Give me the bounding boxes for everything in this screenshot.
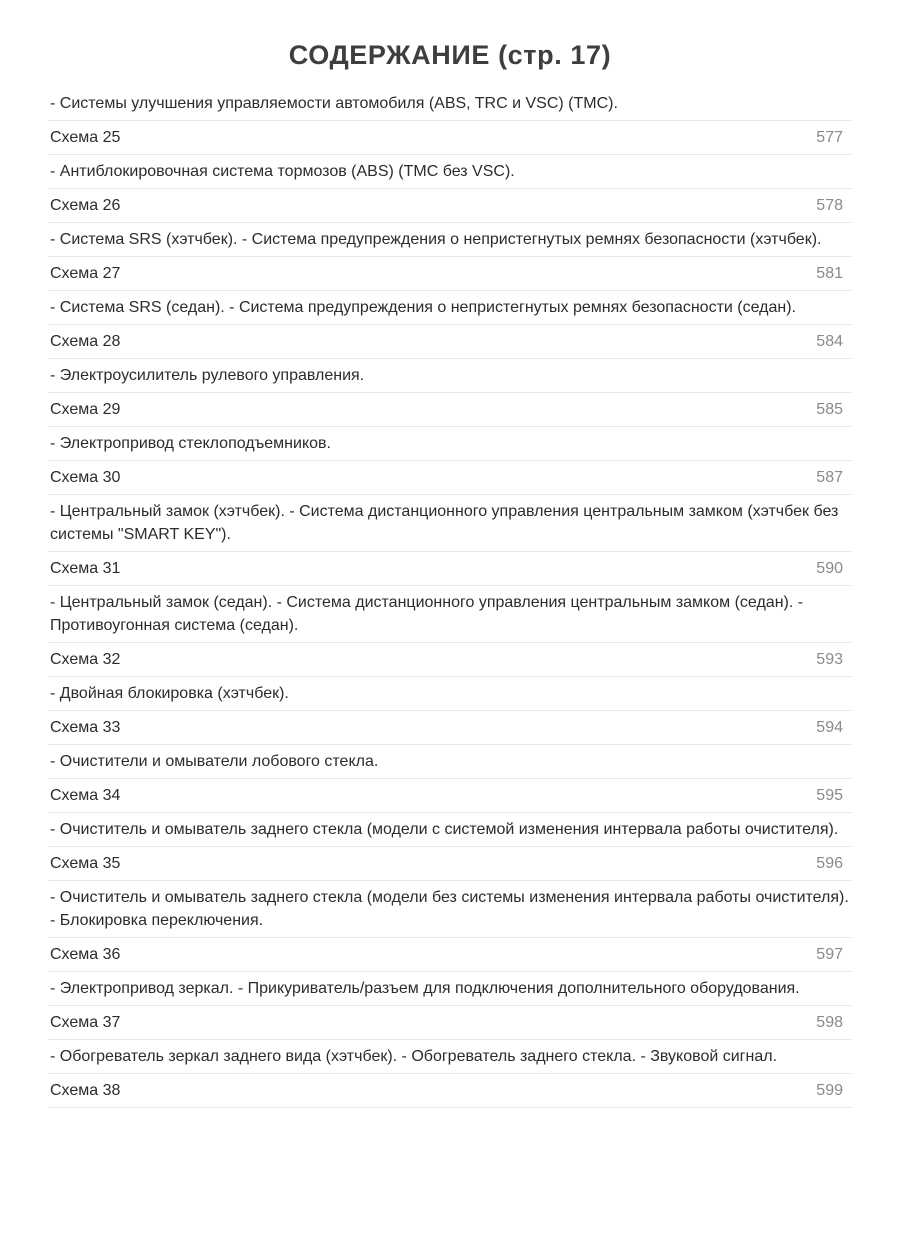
- toc-entry-label: Схема 25: [50, 129, 121, 146]
- toc-entry-row[interactable]: [48, 846, 852, 881]
- toc-entry-description: - Электропривод стеклоподъемников.: [50, 435, 331, 452]
- toc-entry-description: - Очиститель и омыватель заднего стекла (модели с системой изменения интервала работы очистителя).: [50, 821, 839, 838]
- toc-entry-label: Схема 29: [50, 401, 121, 418]
- toc-entry-label: Схема 32: [50, 651, 121, 668]
- toc-entry-row[interactable]: [48, 120, 852, 155]
- toc-list: [48, 87, 852, 1108]
- toc-entry-label: Схема 28: [50, 333, 121, 350]
- toc-entry-description: - Центральный замок (хэтчбек). - Система дистанционного управления центральным замком (хэтчбек без системы "SMART KEY").: [50, 503, 839, 543]
- page-title: СОДЕРЖАНИЕ (стр. 17): [288, 40, 612, 70]
- toc-entry-label: Схема 36: [50, 946, 121, 963]
- toc-entry-row[interactable]: [48, 710, 852, 745]
- toc-entry-description: - Центральный замок (седан). - Система дистанционного управления центральным замком (седан). - Противоугонная система (седан).: [50, 594, 804, 634]
- toc-entry-description: - Электроусилитель рулевого управления.: [50, 367, 365, 384]
- toc-entry-label: Схема 26: [50, 197, 121, 214]
- toc-entry-row[interactable]: [48, 778, 852, 813]
- toc-entry-description: - Система SRS (хэтчбек). - Система предупреждения о непристегнутых ремнях безопасности (хэтчбек).: [50, 231, 822, 248]
- toc-entry-row[interactable]: [48, 551, 852, 586]
- toc-entry-label: Схема 35: [50, 855, 121, 872]
- toc-entry-page-number: 578: [816, 197, 843, 214]
- toc-entry-row[interactable]: [48, 256, 852, 291]
- toc-entry-page-number: 581: [816, 265, 843, 282]
- toc-entry-label: Схема 37: [50, 1014, 121, 1031]
- toc-entry-description: - Антиблокировочная система тормозов (ABS) (TMC без VSC).: [50, 163, 515, 180]
- toc-entry-description: - Система SRS (седан). - Система предупреждения о непристегнутых ремнях безопасности (седан).: [50, 299, 796, 316]
- toc-entry-label: Схема 34: [50, 787, 121, 804]
- toc-entry-description: - Двойная блокировка (хэтчбек).: [50, 685, 289, 702]
- toc-entry-label: Схема 27: [50, 265, 121, 282]
- toc-entry-page-number: 587: [816, 469, 843, 486]
- toc-entry-page-number: 598: [816, 1014, 843, 1031]
- toc-entry-row[interactable]: [48, 460, 852, 495]
- toc-entry-page-number: 596: [816, 855, 843, 872]
- toc-entry-page-number: 597: [816, 946, 843, 963]
- toc-entry-page-number: 595: [816, 787, 843, 804]
- toc-document-page: [0, 39, 900, 1239]
- toc-entry-description: - Системы улучшения управляемости автомобиля (ABS, TRC и VSC) (TMC).: [50, 95, 618, 112]
- toc-entry-row[interactable]: [48, 642, 852, 677]
- toc-entry-row[interactable]: [48, 1073, 852, 1108]
- toc-entry-row[interactable]: [48, 188, 852, 223]
- toc-entry-row[interactable]: [48, 1005, 852, 1040]
- toc-entry-description: - Очиститель и омыватель заднего стекла (модели без системы изменения интервала работы очистителя). - Блокировка переключения.: [50, 889, 849, 929]
- toc-entry-description: - Электропривод зеркал. - Прикуриватель/разъем для подключения дополнительного оборудования.: [50, 980, 800, 997]
- toc-entry-page-number: 584: [816, 333, 843, 350]
- toc-entry-page-number: 594: [816, 719, 843, 736]
- toc-entry-row[interactable]: [48, 324, 852, 359]
- toc-entry-row[interactable]: [48, 392, 852, 427]
- toc-entry-page-number: 599: [816, 1082, 843, 1099]
- toc-entry-label: Схема 31: [50, 560, 121, 577]
- toc-entry-label: Схема 33: [50, 719, 121, 736]
- toc-entry-description: - Очистители и омыватели лобового стекла.: [50, 753, 379, 770]
- toc-entry-page-number: 577: [816, 129, 843, 146]
- toc-entry-label: Схема 38: [50, 1082, 121, 1099]
- toc-entry-description: - Обогреватель зеркал заднего вида (хэтчбек). - Обогреватель заднего стекла. - Звуковой сигнал.: [50, 1048, 778, 1065]
- toc-entry-label: Схема 30: [50, 469, 121, 486]
- toc-entry-page-number: 585: [816, 401, 843, 418]
- toc-entry-row[interactable]: [48, 937, 852, 972]
- toc-entry-page-number: 590: [816, 560, 843, 577]
- toc-entry-page-number: 593: [816, 651, 843, 668]
